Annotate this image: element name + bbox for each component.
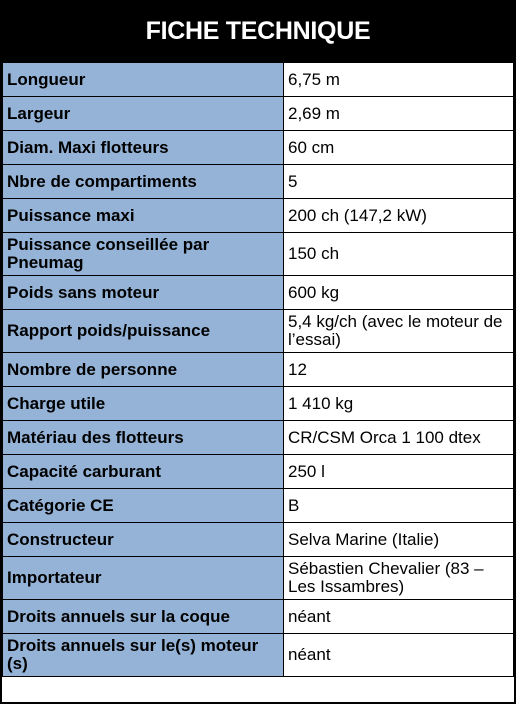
table-row [3, 131, 514, 165]
table-row [3, 600, 514, 634]
row-value: 150 ch [284, 233, 514, 276]
row-value: 5 [284, 165, 514, 199]
row-value: 600 kg [284, 276, 514, 310]
sheet-title: FICHE TECHNIQUE [2, 2, 514, 62]
row-value: 5,4 kg/ch (avec le moteur de l’essai) [284, 310, 514, 353]
row-label: Importateur [3, 557, 284, 600]
row-value: néant [284, 600, 514, 634]
row-value: 6,75 m [284, 63, 514, 97]
table-row [3, 276, 514, 310]
row-label: Catégorie CE [3, 489, 284, 523]
table-row [3, 523, 514, 557]
table-row [3, 634, 514, 677]
row-label: Nombre de personne [3, 353, 284, 387]
row-value: CR/CSM Orca 1 100 dtex [284, 421, 514, 455]
row-label: Largeur [3, 97, 284, 131]
row-label: Droits annuels sur le(s) moteur (s) [3, 634, 284, 677]
row-label: Puissance conseillée par Pneumag [3, 233, 284, 276]
row-value: 12 [284, 353, 514, 387]
table-row [3, 199, 514, 233]
table-row [3, 310, 514, 353]
row-label: Matériau des flotteurs [3, 421, 284, 455]
row-label: Poids sans moteur [3, 276, 284, 310]
table-row [3, 233, 514, 276]
row-value: Sébastien Chevalier (83 – Les Issambres) [284, 557, 514, 600]
row-value: 60 cm [284, 131, 514, 165]
row-value: 200 ch (147,2 kW) [284, 199, 514, 233]
row-label: Puissance maxi [3, 199, 284, 233]
table-row [3, 421, 514, 455]
row-label: Rapport poids/puissance [3, 310, 284, 353]
row-value: 250 l [284, 455, 514, 489]
row-label: Diam. Maxi flotteurs [3, 131, 284, 165]
table-row [3, 489, 514, 523]
row-label: Droits annuels sur la coque [3, 600, 284, 634]
row-value: Selva Marine (Italie) [284, 523, 514, 557]
table-row [3, 387, 514, 421]
row-label: Longueur [3, 63, 284, 97]
row-label: Capacité carburant [3, 455, 284, 489]
row-value: 1 410 kg [284, 387, 514, 421]
row-value: néant [284, 634, 514, 677]
table-row [3, 97, 514, 131]
row-label: Nbre de compartiments [3, 165, 284, 199]
table-row [3, 63, 514, 97]
row-value: 2,69 m [284, 97, 514, 131]
spec-table [2, 62, 514, 677]
table-row [3, 165, 514, 199]
table-row [3, 455, 514, 489]
row-value: B [284, 489, 514, 523]
row-label: Constructeur [3, 523, 284, 557]
table-row [3, 353, 514, 387]
row-label: Charge utile [3, 387, 284, 421]
table-row [3, 557, 514, 600]
